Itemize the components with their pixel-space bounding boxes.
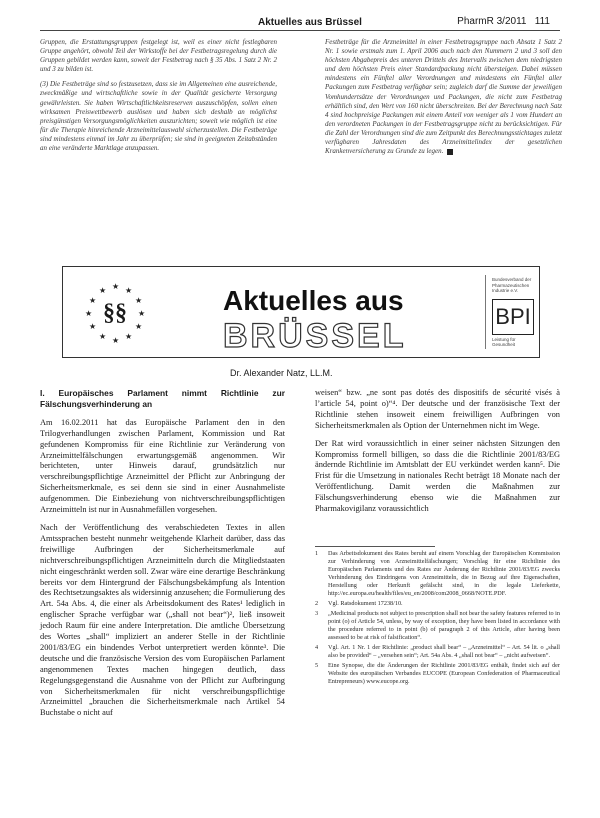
banner-title-bottom: BRÜSSEL	[223, 317, 407, 355]
header-section-title: Aktuelles aus Brüssel	[258, 17, 362, 28]
footnote	[315, 662, 560, 686]
banner-title-top: Aktuelles aus	[223, 285, 404, 316]
bpi-logo-caption: Bundesverband der Pharmazeutischen Industrie e.V.	[492, 277, 532, 293]
left-column	[40, 388, 285, 726]
eu-stars-icon: ★ ★ ★ ★ ★ ★ ★ ★ ★ ★ ★ ★	[85, 282, 146, 345]
bpi-logo-tagline: Leistung für Gesundheit	[492, 337, 516, 347]
footnote-number: 3	[315, 610, 319, 617]
footnote-number: 1	[315, 550, 319, 557]
top-right-paragraph	[325, 38, 562, 156]
left-paragraph: Am 16.02.2011 hat das Europäische Parlament den in den Trilogverhandlungen zwischen Parlament, Kommission und Rat gefundenen Kompromiss für eine Richtlinie zur Veränderung von Arzneimittelfälschungen erwartungsgemäß angenommen. Wir berichteten, unter Hinweis darauf, grundsätzlich nur verschreibungspflichtige Arzneimittel der Pflicht zur Anbringung der Sicherheitsmerkmale, es sei denn sie sind in einer Ausnahmeliste aufgenommen. Die Einbeziehung von nichtverschreibungspflichtigen Arzneimitteln ist nur in Ausnahmefällen vorgesehen.	[40, 417, 285, 515]
page-number: 111	[534, 16, 550, 27]
footnote	[315, 644, 560, 660]
top-right-body: Festbeträge für die Arzneimittel in einer Festbetragsgruppe nach Absatz 1 Satz 2 Nr. 1 sowie erstmals zum 1. April 2006 auch nach den Nummern 2 und 3 soll den höchsten Abgabepreis des unteren Drittels des Intervalls zwischen dem niedrigsten und dem höchsten Preis einer Standardpackung nicht übersteigen. Dabei müssen mindestens ein Fünftel aller Verordnungen und mindestens ein Fünftel aller Packungen zum Festbetrag verfügbar sein; zugleich darf die Summe der jeweiligen Vomhundertsätze der Verordnungen und Packungen, die nicht zum Festbetrag erhältlich sind, den Wert von 160 nicht überschreiten. Bei der Berechnung nach Satz 4 sind hochpreisige Packungen mit einem Anteil von weniger als 1 vom Hundert an den verordneten Packungen in der Festbetragsgruppe nicht zu berücksichtigen. Für die Zahl der Verordnungen sind die zum Zeitpunkt des Berechnungsstichtages zuletzt verfügbaren Jahresdaten des Arzneimittelindex der gesetzlichen Krankenversicherung zu Grunde zu legen.	[325, 38, 562, 156]
top-left-paragraph: (3) Die Festbeträge sind so festzusetzen, dass sie im Allgemeinen eine ausreichende, zweckmäßige und wirtschaftliche sowie in der Qualität gesicherte Versorgung gewährleisten. Sie haben Wirtschaftlichkeitsreserven auszuschöpfen, sollen einen wirksamen Preiswettbewerb auslösen und haben sich deshalb an möglichst preisgünstigen Versorgungsmöglichkeiten auszurichten; soweit wie möglich ist eine für die Therapie hinreichende Arzneimittelauswahl sicherzustellen. Die Festbeträge sind mindestens einmal im Jahr zu überprüfen; sie sind in geeigneten Zeitabständen an eine veränderte Marktlage anzupassen.	[40, 80, 277, 153]
end-of-article-mark	[447, 149, 453, 155]
footnote-text: Vgl. Ratsdokument 17238/10.	[328, 600, 403, 607]
footnote-text: Vgl. Art. 1 Nr. 1 der Richtlinie: „product shall bear“ – „Arzneimittel“ – Art. 54 lit. o „shall also be provided“ – „versehen sein“; Art. 54a Abs. 4 „shall not bear“ – „nicht aufweisen“.	[328, 644, 560, 659]
author-name: Dr. Alexander Natz, LL.M.	[230, 368, 333, 378]
footnote-number: 2	[315, 600, 319, 607]
footnotes	[315, 550, 560, 688]
top-left-paragraph: Gruppen, die Erstattungsgruppen festgelegt ist, weil es einer nicht festlegbaren Gruppe angehört, obwohl Teil der Wirkstoffe bei der Festbetragsregelung durch die Gruppen gebildet werden kann, soweit der Festbetrag nach § 35 Abs. 1 Satz 2 Nr. 2 und 3 zu bilden ist.	[40, 38, 277, 74]
top-right-text	[325, 38, 562, 162]
paragraph-symbol-icon: §§	[103, 300, 127, 326]
footnote	[315, 600, 560, 608]
bpi-logo	[485, 275, 538, 349]
footnote-text: Eine Synopse, die die Änderungen der Richtlinie 2001/83/EG enthält, findet sich auf der Website des europäischen Verbandes EUCOPE (European Confederation of Pharmaceutical Entrepreneurs) www.eucope.org.	[328, 662, 560, 685]
right-paragraph: weisen“ bzw. „ne sont pas dotés des dispositifs de sécurité visés à l’article 54, point o)“⁴. Der deutsche und der französische Text der Richtlinie stehen insoweit einem freiwilligen Aufbringen von Sicherheitsmerkmalen als Option der Unternehmen nicht im Wege.	[315, 388, 560, 430]
header-journal-ref	[457, 16, 550, 27]
left-paragraph: Nach der Veröffentlichung des verabschiedeten Textes in allen Amtssprachen besteht nunmehr weitgehende Klarheit darüber, dass das freiwillige Aufbringen der Sicherheitsmerkmale auf nichtverschreibungspflichtigen Arzneimitteln durch die Mitgliedstaaten nicht eingeschränkt werden soll. Zwar wäre eine derartige Beschränkung bereits vor dem Hintergrund der Fälschungsbekämpfung als Intention des Rechtsetzungsaktes als widersinnig anzusehen; die Formulierung des Art. 54a Abs. 4, die einer als Arbeitsdokument des Rates¹ lediglich in englischer Sprache verfügbar war („shall not bear“)², ließ insoweit jedoch Raum für eine andere Interpretation. Die amtliche Übersetzung des Wortes „shall“ impliziert an anderer Stelle in der Richtlinie 2001/83/EG ein bindendes Verbot unterpretiert werden könnte³. Die deutsche und die französische Version des vom Europäischen Parlament angenommenen Textes machen hingegen deutlich, dass Regelungsgegenstand die Ausnahme von der Pflicht zur Aufbringung von Sicherheitsmerkmalen für nicht verschreibungspflichtige Arzneimittel „brauchen die Sicherheitsmerkmale nach Artikel 54 Buchstabe o nicht auf	[40, 522, 285, 718]
footnote-text: „Medicinal products not subject to prescription shall not bear the safety features referred to in point (o) of Article 54, unless, by way of exception, they have been listed in accordance with the procedure referred to in point (b) of paragraph 2 of this Article, after having been assessed to be at risk of falsification“.	[328, 610, 560, 641]
footnote-text: Das Arbeitsdokument des Rates beruht auf einem Vorschlag der Europäischen Kommission zur Verhinderung von Arzneimittelfälschungen; Vorschlag für eine Richtlinie des Europäischen Parlaments und des Rates zur Änderung der Richtlinie 2001/83/EG zwecks Verhinderung des Eindringens von Arzneimitteln, die in Bezug auf ihre Eigenschaften, Herstellung oder Herkunft gefälscht sind, in die legale Lieferkette, http://ec.europa.eu/health/files/eu_en/2008/com2008_0668/NOTE.PDF.	[328, 550, 560, 597]
bpi-logo-mark: BPI	[492, 299, 534, 335]
running-header	[0, 0, 600, 36]
header-journal: PharmR 3/2011	[457, 16, 527, 27]
section-banner	[62, 266, 540, 358]
footnote	[315, 610, 560, 642]
footnote	[315, 550, 560, 598]
section-heading: I. Europäisches Parlament nimmt Richtlinie zur Fälschungsverhinderung an	[40, 388, 285, 409]
header-rule	[40, 30, 560, 31]
footnote-rule	[315, 546, 435, 547]
footnote-number: 5	[315, 662, 319, 669]
right-column	[315, 388, 560, 522]
right-paragraph: Der Rat wird voraussichtlich in einer seiner nächsten Sitzungen den Kompromiss formell billigen, so dass die die Richtlinie 2001/83/EG ändernde Richtlinie im Amtsblatt der EU verkündet werden kann⁵. Die Frist für die Umsetzung in nationales Recht beträgt 18 Monate nach der Veröffentlichung. Damit werden die Maßnahmen zur Fälschungsverhinderung ebenso wie die Maßnahmen zur Pharmakovigilanz voraussichtlich	[315, 438, 560, 514]
footnote-number: 4	[315, 644, 319, 651]
top-left-text	[40, 38, 277, 159]
